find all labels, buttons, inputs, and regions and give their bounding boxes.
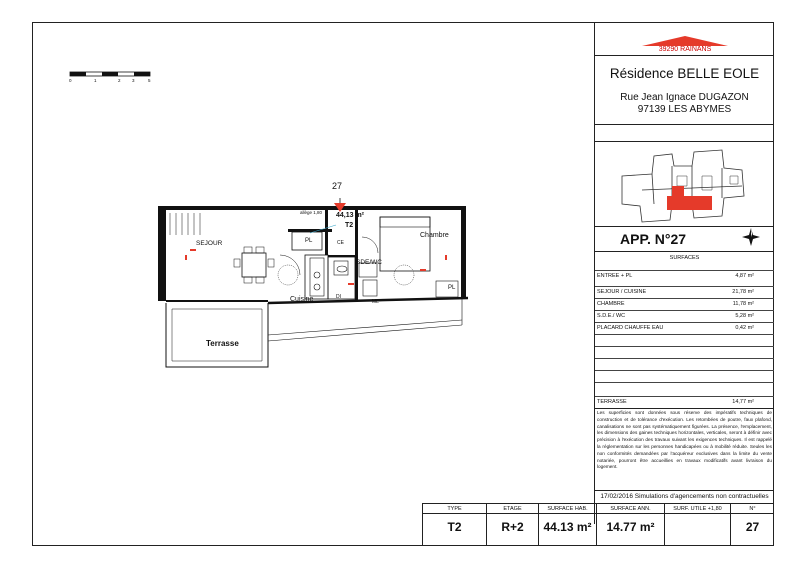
- surface-value: 11,78 m²: [732, 301, 754, 307]
- room-label-cuisine: Cuisine: [290, 296, 314, 303]
- unit-type-label: T2: [345, 222, 354, 229]
- terrace-label: TERRASSE: [597, 399, 627, 405]
- surface-value: 4,87 m²: [735, 273, 754, 279]
- scale-tick-5: 5: [148, 78, 151, 83]
- summary-cell-surface-ann: [596, 503, 664, 546]
- surface-label: CHAMBRE: [597, 301, 625, 307]
- surface-value: 5,28 m²: [735, 313, 754, 319]
- surface-value: 0,42 m²: [735, 325, 754, 331]
- summary-value: 27: [745, 520, 760, 534]
- summary-header: N°: [749, 506, 756, 512]
- summary-cell-number: [730, 503, 774, 546]
- room-label-sdewc: SDE/WC: [356, 259, 382, 266]
- surface-row: [595, 310, 774, 322]
- scale-tick-1: 1: [94, 78, 97, 83]
- summary-value: R+2: [501, 520, 524, 534]
- title-divider: [595, 124, 774, 125]
- room-label-ce: CE: [337, 240, 344, 246]
- summary-header: ETAGE: [503, 506, 522, 512]
- scale-tick-0: 0: [69, 78, 72, 83]
- surface-label: PLACARD CHAUFFE EAU: [597, 325, 664, 331]
- terrace-value: 14,77 m²: [732, 399, 754, 405]
- floor-plan: [150, 195, 490, 380]
- unit-area-label: 44,13 m²: [336, 212, 365, 219]
- surface-row-terrace: [595, 396, 774, 408]
- surface-label: S.D.E./ WC: [597, 313, 626, 319]
- summary-header: SURFACE ANN.: [610, 506, 651, 512]
- summary-header: SURF. UTILE +1,80: [673, 506, 722, 512]
- title-divider: [595, 55, 774, 56]
- summary-cell-surface-hab: [538, 503, 596, 546]
- surface-row: [595, 322, 774, 334]
- summary-cell-type: [422, 503, 486, 546]
- summary-value: 44.13 m²: [543, 520, 592, 534]
- surface-row: [595, 298, 774, 310]
- surface-label: SEJOUR / CUISINE: [597, 289, 647, 295]
- north-arrow-icon: [740, 226, 762, 248]
- allege-label: allège 1,80: [300, 210, 323, 215]
- room-label-sejour: SEJOUR: [196, 240, 223, 247]
- date-note: 17/02/2016 Simulations d'agencements non contractuelles: [600, 493, 769, 500]
- summary-value: T2: [447, 520, 462, 534]
- disclaimer-text: Les superficies sont données sous réserve des impératifs techniques de construction et de tolérance d'exécution. Les retombées de poutre, faux plafond, canalisations ne sont pas systématiquement figurées. La présence, l'emplacement, les dimensions des gaines techniques horizontales, verticales, seront à définir avec précision à l'exécution des travaux suivant les exigences techniques. Il est rappelé la réglementation sur les personnes handicapées ou à mobilité réduite. Seules les non conformités demandées par l'acquéreur exclusives dans la limite du vente notariée, pourront être accueillies en travaux modificatifs avant livraison du logement.: [597, 410, 772, 470]
- surfaces-title: SURFACES: [669, 255, 700, 261]
- room-label-terrasse: Terrasse: [206, 339, 239, 348]
- residence-city: 97139 LES ABYMES: [637, 104, 732, 115]
- residence-name: Résidence BELLE EOLE: [609, 66, 760, 81]
- scale-tick-2: 2: [118, 78, 121, 83]
- title-divider: [595, 141, 774, 142]
- summary-cell-etage: [486, 503, 538, 546]
- title-divider: [595, 408, 774, 409]
- surface-value: 21,78 m²: [732, 289, 754, 295]
- scale-tick-3: 3: [132, 78, 135, 83]
- key-plan: [612, 146, 762, 226]
- summary-value: 14.77 m²: [606, 520, 655, 534]
- residence-street: Rue Jean Ignace DUGAZON: [620, 92, 749, 103]
- room-label-pl-bedroom: PL: [448, 285, 456, 291]
- surface-row: [595, 286, 774, 298]
- company-logo-text: 39290 RAINANS: [658, 46, 712, 53]
- room-label-pl: PL: [305, 238, 313, 244]
- room-label-di: DI: [336, 294, 341, 300]
- room-label-chambre: Chambre: [420, 232, 449, 239]
- surface-row-empty: [595, 334, 774, 346]
- surface-row-empty: [595, 382, 774, 396]
- surface-row: [595, 270, 774, 282]
- title-divider: [595, 490, 774, 491]
- unit-number-label: 27: [332, 181, 343, 191]
- summary-table: [422, 503, 774, 546]
- summary-cell-surf-utile: [664, 503, 730, 546]
- surface-row-empty: [595, 370, 774, 382]
- room-label-ml: ML: [372, 299, 379, 305]
- summary-header: SURFACE HAB.: [547, 506, 588, 512]
- surface-label: ENTREE + PL: [597, 273, 633, 279]
- surface-row-empty: [595, 358, 774, 370]
- apartment-number: APP. N°27: [620, 231, 687, 247]
- surface-row-empty: [595, 346, 774, 358]
- summary-header: TYPE: [447, 506, 462, 512]
- title-divider: [595, 251, 774, 252]
